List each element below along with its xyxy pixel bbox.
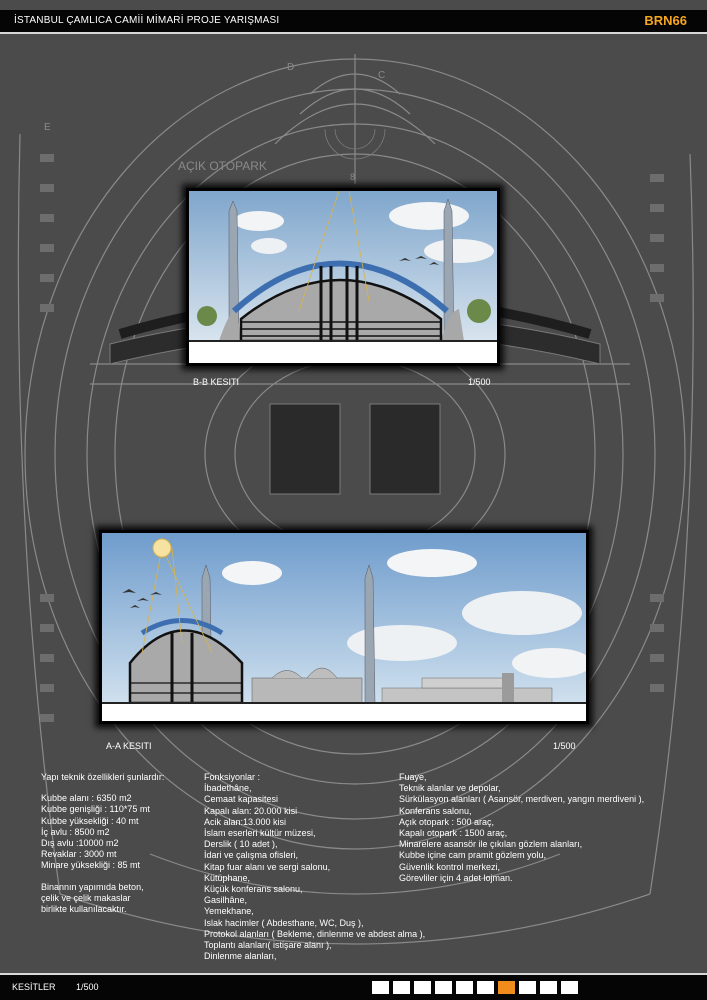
plan-label-d: D <box>287 62 295 73</box>
spec-item: Dış avlu :10000 m2 <box>41 838 119 849</box>
function-item: Kütüphane, <box>204 872 251 883</box>
sheet-scale: 1/500 <box>76 982 99 992</box>
spec-item: Kubbe alanı : 6350 m2 <box>41 793 132 804</box>
functions-list-continued <box>399 772 644 884</box>
page-title: İSTANBUL ÇAMLICA CAMİİ MİMARİ PROJE YARIŞMASI <box>14 15 280 26</box>
section-bb-illustration <box>189 191 497 363</box>
sheet-indicator-7 <box>498 981 515 994</box>
plan-label-8: 8 <box>350 172 356 182</box>
page-footer <box>0 975 707 1000</box>
sheet-label: KESİTLER <box>12 982 56 992</box>
function-item: Kubbe içine cam pramit gözlem yolu, <box>399 850 547 861</box>
spec-item: İç avlu : 8500 m2 <box>41 826 110 837</box>
function-item: İdari ve çalışma ofisleri, <box>204 850 299 861</box>
function-item: Derslik ( 10 adet ), <box>204 839 278 850</box>
section-bb-caption: B-B KESITI <box>193 377 240 387</box>
sheet-indicator-6 <box>477 981 494 994</box>
function-item: Dinlenme alanları, <box>204 951 277 962</box>
function-item: Islak hacimler ( Abdesthane, WC, Duş ), <box>204 917 364 928</box>
function-item: Teknik alanlar ve depolar, <box>399 783 501 794</box>
page-header <box>0 10 707 32</box>
function-item: Protokol alanları ( Bekleme, dinlenme ve abdest alma ), <box>204 928 426 939</box>
sheet-indicator-10 <box>561 981 578 994</box>
function-item: Minarelere asansör ile çıkılan gözlem alanları, <box>399 839 583 850</box>
spec-item: Kubbe genişliği : 110*75 mt <box>41 804 150 815</box>
project-code: BRN66 <box>644 13 687 28</box>
plan-label-e: E <box>44 122 51 133</box>
spec-item: Revaklar : 3000 mt <box>41 849 117 860</box>
sheet-indicator-8 <box>519 981 536 994</box>
functions-heading: Fonksiyonlar : <box>204 772 261 782</box>
sheet-indicator-1 <box>372 981 389 994</box>
function-item: Cemaat kapasitesi <box>204 794 279 805</box>
function-item: İslam eserleri kültür müzesi, <box>204 828 316 839</box>
spec-note: Binannın yapımıda beton, <box>41 881 144 892</box>
function-item: Açık otopark : 500 araç, <box>399 816 495 827</box>
spec-note: çelik ve çelik makaslar <box>41 892 131 903</box>
function-item: Kapalı alan: 20.000 kisi <box>204 805 298 816</box>
function-item: Görevliler için 4 adet lojman. <box>399 872 513 883</box>
technical-specs <box>41 772 164 915</box>
section-bb-drawing <box>186 188 500 366</box>
sheet-indicator-5 <box>456 981 473 994</box>
plan-label-c: C <box>378 70 386 81</box>
function-item: Yemekhane, <box>204 906 254 917</box>
sheet-indicator-3 <box>414 981 431 994</box>
plan-label-open-parking: AÇIK OTOPARK <box>178 159 267 173</box>
function-item: Acik alan:13.000 kisi <box>204 816 287 827</box>
function-item: Konferans salonu, <box>399 805 472 816</box>
function-item: Sürkülasyon alanları ( Asansör, merdiven, yangın merdiveni ), <box>399 794 645 805</box>
function-item: Güvenlik kontrol merkezi, <box>399 861 501 872</box>
section-aa-drawing <box>99 530 589 724</box>
function-item: Küçük konferans salonu, <box>204 884 303 895</box>
spec-item: Minare yüksekliği : 85 mt <box>41 860 141 871</box>
spec-item: Kubbe yüksekliği : 40 mt <box>41 815 139 826</box>
sheet-indicator-4 <box>435 981 452 994</box>
sheet-pager <box>372 981 578 994</box>
section-bb-scale: 1/500 <box>468 377 491 387</box>
functions-list <box>204 772 425 962</box>
function-item: Kapalı otopark : 1500 araç, <box>399 828 508 839</box>
section-aa-scale: 1/500 <box>553 741 576 751</box>
function-item: Kitap fuar alanı ve sergi salonu, <box>204 861 331 872</box>
function-item: İbadethâne, <box>204 783 252 794</box>
spec-note: birlikte kullanılacaktır. <box>41 904 127 915</box>
section-aa-illustration <box>102 533 586 721</box>
sheet-indicator-9 <box>540 981 557 994</box>
section-aa-caption: A-A KESITI <box>106 741 152 751</box>
specs-heading: Yapı teknik özellikleri şunlardır: <box>41 772 165 782</box>
function-item: Gasilhâne, <box>204 895 248 906</box>
sheet-indicator-2 <box>393 981 410 994</box>
function-item: Toplantı alanları( istişare alanı ), <box>204 940 332 951</box>
function-item: Fuaye, <box>399 772 427 782</box>
